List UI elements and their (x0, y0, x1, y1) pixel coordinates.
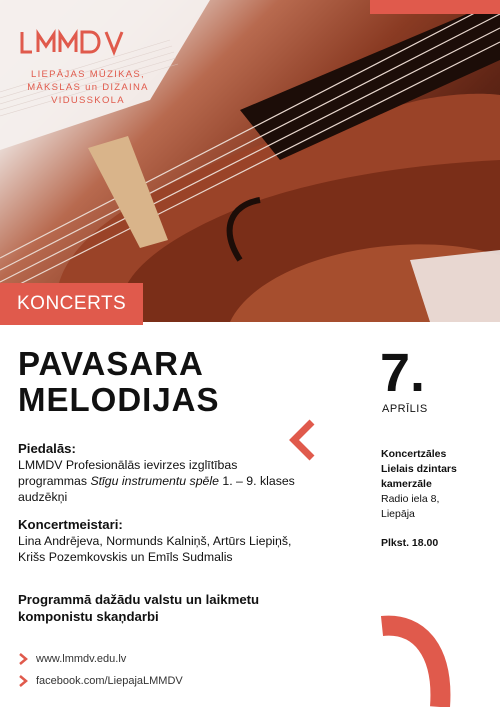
participants-heading: Piedalās: (18, 441, 76, 456)
date-month: APRĪLIS (382, 403, 428, 415)
event-time: Plkst. 18.00 (381, 537, 439, 549)
venue-info (381, 447, 491, 522)
school-name-line-2: MĀKSLAS un DIZAINA (27, 82, 149, 93)
accompanists-heading: Koncertmeistari: (18, 517, 123, 532)
accompanists-section (18, 516, 308, 565)
chevron-right-icon (18, 675, 28, 687)
lmmdv-logo-icon (18, 28, 128, 56)
program-line-2: komponistu skaņdarbi (18, 609, 159, 624)
title-line-2: MELODIJAS (18, 381, 220, 418)
participants-text-after: 1. – 9. klases audzēkņi (18, 474, 295, 504)
facebook-link-row[interactable] (18, 670, 183, 692)
school-logo (18, 28, 128, 56)
school-name-line-3: VIDUSSKOLA (51, 95, 125, 106)
facebook-link[interactable]: facebook.com/LiepajaLMMDV (36, 675, 183, 687)
event-type-label: KONCERTS (0, 283, 143, 325)
venue-line-5: Liepāja (381, 508, 415, 520)
participants-text (18, 457, 308, 505)
title-line-1: PAVASARA (18, 345, 204, 382)
website-link-row[interactable] (18, 648, 183, 670)
program-description (18, 591, 308, 625)
concert-title (18, 346, 318, 418)
website-link[interactable]: www.lmmdv.edu.lv (36, 653, 127, 665)
program-line-1: Programmā dažādu valstu un laikmetu (18, 592, 260, 607)
accompanists-text: Lina Andrējeva, Normunds Kalniņš, Artūrs Liepiņš, Krišs Pozemkovskis un Emīls Sudmalis (18, 534, 292, 564)
participants-section (18, 440, 308, 505)
program-name: Stīgu instrumentu spēle (90, 474, 219, 488)
chevron-right-icon (18, 653, 28, 665)
top-accent-bar (370, 0, 500, 14)
venue-line-3: kamerzāle (381, 478, 432, 490)
school-name (18, 68, 158, 107)
venue-line-2: Lielais dzintars (381, 463, 457, 475)
participants-text-before: LMMDV Profesionālās ievirzes izglītības programmas (18, 458, 238, 488)
venue-line-1: Koncertzāles (381, 448, 447, 460)
school-name-line-1: LIEPĀJAS MŪZIKAS, (31, 69, 145, 80)
arc-decoration (360, 612, 460, 707)
date-day: 7. (380, 343, 426, 403)
venue-line-4: Radio iela 8, (381, 493, 440, 505)
contact-links (18, 648, 183, 692)
